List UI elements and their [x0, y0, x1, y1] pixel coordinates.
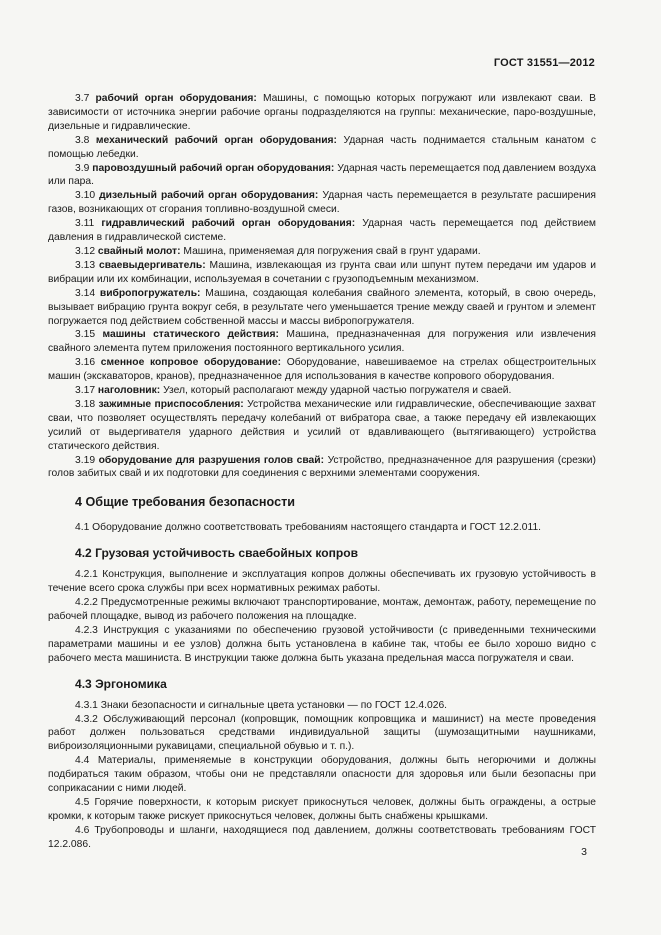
definition-number: 3.9: [75, 162, 90, 174]
definition-term: вибропогружатель:: [99, 287, 201, 299]
page-content: [48, 92, 596, 852]
paragraph: 4.2.3 Инструкция с указаниями по обеспечению грузовой устойчивости (с приведенными техническими параметрами машины и ее узлов) должна быть установлена в кабине так, чтобы ее было хорошо видно с рабочего места машиниста. В инструкции также должна быть указана предельная масса погружателя и сваи.: [48, 624, 596, 664]
definition-term: гидравлический рабочий орган оборудования:: [101, 218, 356, 230]
section-heading: 4 Общие требования безопасности: [75, 495, 295, 510]
section-intro-paragraph: 4.1 Оборудование должно соответствовать требованиям настоящего стандарта и ГОСТ 12.2.011.: [75, 522, 542, 534]
definition-number: 3.10: [75, 190, 96, 202]
definition-text: Ударная часть перемещается под давлением воздуха или пара.: [48, 162, 596, 188]
paragraph: 4.3.1 Знаки безопасности и сигнальные цвета установки — по ГОСТ 12.4.026.: [75, 699, 448, 711]
definition-item: [48, 398, 596, 454]
definition-item: [48, 328, 596, 356]
definition-text: Машины, с помощью которых погружают или извлекают сваи. В зависимости от источника энергии рабочие органы подразделяются на группы: механические, паро-воздушные, дизельные и гидравлические.: [48, 93, 596, 132]
definition-term: паровоздушный рабочий орган оборудования:: [92, 162, 335, 174]
definition-number: 3.19: [75, 454, 96, 466]
definition-number: 3.13: [75, 259, 96, 271]
definition-item: [48, 384, 596, 398]
definition-term: рабочий орган оборудования:: [95, 93, 257, 104]
definition-term: свайный молот:: [97, 245, 181, 257]
definition-term: машины статического действия:: [102, 329, 279, 341]
definition-item: [48, 356, 596, 384]
subsection-heading-4-2: 4.2 Грузовая устойчивость сваебойных копров: [75, 546, 359, 561]
definition-number: 3.16: [75, 357, 96, 369]
definition-term: зажимные приспособления:: [98, 398, 244, 410]
paragraph: 4.5 Горячие поверхности, к которым рискует прикоснуться человек, должны быть ограждены, а острые кромки, к которым также рискует прикоснуться человек, должны быть снабжены крышками.: [48, 796, 596, 822]
definition-number: 3.7: [75, 93, 90, 104]
definition-item: [48, 245, 596, 259]
definition-term: оборудование для разрушения голов свай:: [98, 454, 325, 466]
paragraph: 4.2.2 Предусмотренные режимы включают транспортирование, монтаж, демонтаж, работу, перемещение по рабочей площадке, вывод из рабочего положения на площадке.: [48, 597, 596, 622]
paragraph: 4.3.2 Обслуживающий персонал (копровщик, помощник копровщика и машинист) на месте проведения работ должен пользоваться средствами индивидуальной защиты (шумозащитными наушниками, виброизоляционными рукавицами, специальной обувью и т. п.).: [48, 713, 596, 753]
definition-text: Машина, предназначенная для погружения или извлечения свайного элемента путем приложения постоянного вертикального усилия.: [48, 329, 596, 355]
definition-item: [48, 189, 596, 217]
definition-text: Машина, создающая колебания свайного элемента, который, в свою очередь, вызывает вибрацию грунта вокруг себя, в результате чего уменьшается трение между сваей и грунтом и элемент погружается под действием собственной массы и массы вибропогружателя.: [48, 287, 596, 327]
subsection-heading-4-3: 4.3 Эргономика: [75, 676, 167, 691]
definition-item: [48, 134, 596, 162]
definition-text: Узел, который располагают между ударной частью погружателя и сваей.: [160, 385, 512, 397]
paragraph: 4.4 Материалы, применяемые в конструкции оборудования, должны быть негорючими и должны подбираться таким образом, чтобы они не представляли опасности для здоровья или были безопасны при соприкасании с ними людей.: [48, 755, 596, 795]
definition-number: 3.8: [75, 134, 90, 146]
paragraph: 4.2.1 Конструкция, выполнение и эксплуатация копров должны обеспечивать их грузовую устойчивость в течение всего срока службы при всех нормативных режимах работы.: [48, 569, 596, 595]
definition-item: [48, 287, 596, 329]
definition-number: 3.11: [75, 218, 95, 230]
definition-term: сваевыдергиватель:: [98, 259, 206, 271]
definition-text: Машина, применяемая для погружения свай в грунт ударами.: [180, 245, 481, 257]
document-code: ГОСТ 31551—2012: [493, 57, 595, 69]
definition-term: механический рабочий орган оборудования:: [95, 134, 337, 146]
definition-number: 3.18: [75, 398, 96, 410]
definition-item: [48, 92, 596, 134]
definition-text: Оборудование, навешиваемое на стрелах общестроительных машин (экскаваторов, кранов), предназначенное для использования в качестве копрового оборудования.: [48, 357, 596, 383]
definition-text: Машина, извлекающая из грунта сваи или шпунт путем передачи им ударов и вибрации или их комбинации, используемая в сочетании с грузоподъемным механизмом.: [48, 259, 596, 285]
definition-text: Устройство, предназначенное для разрушения (срезки) голов забитых свай и их подготовки для соединения с верхними элементами сооружения.: [48, 454, 596, 480]
definition-text: Ударная часть перемещается в результате расширения газов, возникающих от сгорания топливно-воздушной смеси.: [48, 190, 596, 216]
definition-text: Ударная часть поднимается стальным канатом с помощью лебедки.: [48, 134, 596, 160]
definition-term: сменное копровое оборудование:: [100, 357, 282, 369]
definition-item: [48, 162, 596, 190]
definition-item: [48, 454, 596, 482]
definition-term: наголовник:: [97, 385, 161, 397]
definition-text: Ударная часть перемещается под действием давления в гидравлической системе.: [48, 218, 596, 244]
definition-item: [48, 259, 596, 287]
definition-number: 3.14: [75, 287, 96, 299]
definition-number: 3.12: [75, 245, 96, 257]
definition-term: дизельный рабочий орган оборудования:: [99, 190, 319, 202]
definition-item: [48, 217, 596, 245]
paragraph: 4.6 Трубопроводы и шланги, находящиеся под давлением, должны соответствовать требованиям ГОСТ 12.2.086.: [48, 824, 596, 850]
definitions-list: [48, 92, 596, 481]
definition-number: 3.17: [75, 385, 96, 397]
definition-text: Устройства механические или гидравлические, обеспечивающие захват сваи, что позволяет осуществлять передачу колебаний от вибратора свае, а также передачу ей извлекающих усилий от выдергивателя ударного действия и усилий от вдавливающего (вытягивающего) устройства статического действия.: [48, 398, 596, 452]
page-number: 3: [581, 846, 587, 858]
definition-number: 3.15: [75, 329, 96, 341]
